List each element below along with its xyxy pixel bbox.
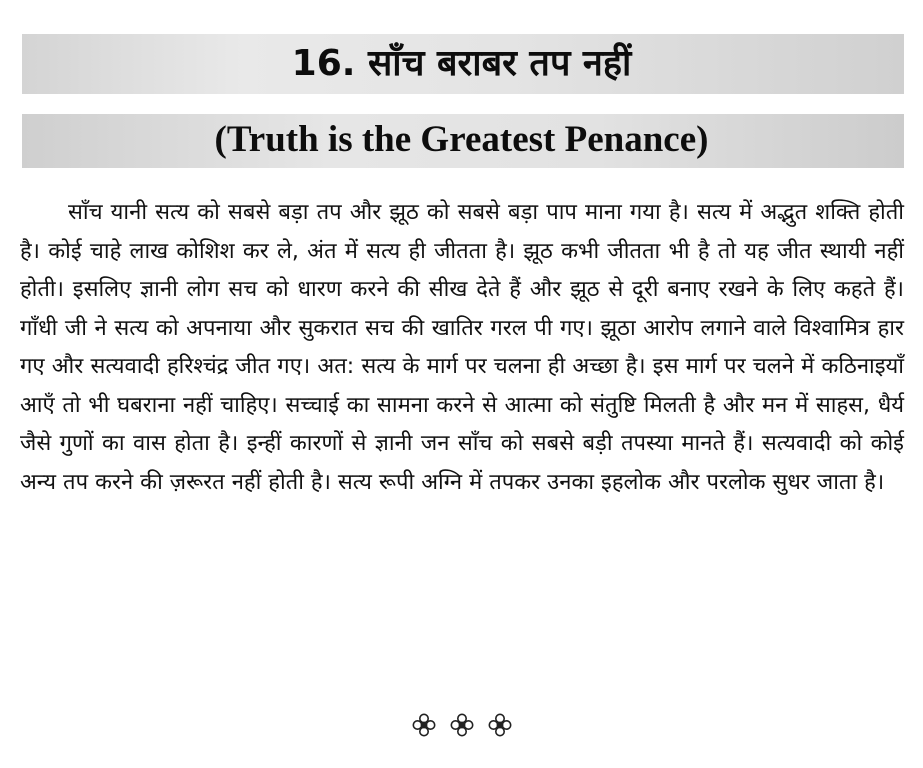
flower-ornament-icon <box>487 712 513 738</box>
footer-ornaments <box>0 712 923 742</box>
flower-ornament-icon <box>411 712 437 738</box>
flower-ornament-icon <box>449 712 475 738</box>
page-title: 16. साँच बराबर तप नहीं <box>291 43 632 84</box>
body-paragraph: साँच यानी सत्य को सबसे बड़ा तप और झूठ को सबसे बड़ा पाप माना गया है। सत्य में अद्भुत शक्ति होती है। कोई चाहे लाख कोशिश कर ले, अंत में सत्य ही जीतता है। झूठ कभी जीतता भी है तो यह जीत स्थायी नहीं होती। इसलिए ज्ञानी लोग सच को धारण करने की सीख देते हैं और झूठ से दूरी बनाए रखने के लिए कहते हैं। गाँधी जी ने सत्य को अपनाया और सुकरात सच की खातिर गरल पी गए। झूठा आरोप लगाने वाले विश्वामित्र हार गए और सत्यवादी हरिश्चंद्र जीत गए। अत: सत्य के मार्ग पर चलना ही अच्छा है। इस मार्ग पर चलने में कठिनाइयाँ आएँ तो भी घबराना नहीं चाहिए। सच्चाई का सामना करने से आत्मा को संतुष्टि मिलती है और मन में साहस, धैर्य जैसे गुणों का वास होता है। इन्हीं कारणों से ज्ञानी जन साँच को सबसे बड़ी तपस्या मानते हैं। सत्यवादी को कोई अन्य तप करने की ज़रूरत नहीं होती है। सत्य रूपी अग्नि में तपकर उनका इहलोक और परलोक सुधर जाता है। <box>20 200 904 495</box>
page-subtitle: (Truth is the Greatest Penance) <box>214 119 709 160</box>
